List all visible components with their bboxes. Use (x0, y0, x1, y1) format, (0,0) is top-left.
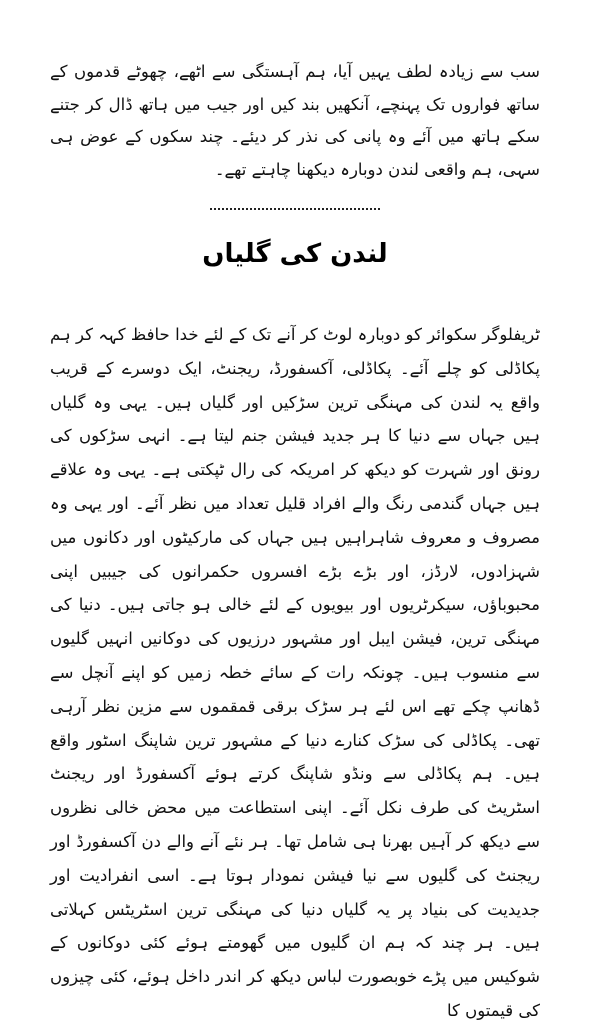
section-title: لندن کی گلیاں (202, 239, 388, 269)
intro-paragraph: سب سے زیادہ لطف یہیں آیا، ہم آہستگی سے اٹھے، چھوٹے قدموں کے ساتھ فواروں تک پہنچے، آنکھیں بند کیں اور جیب میں ہاتھ ڈال کر جتنے سکے ہاتھ میں آئے وہ پانی کی نذر کر دیئے۔ چند سکوں کے عوض ہی سہی، ہم واقعی لندن دوبارہ دیکھنا چاہتے تھے۔ (50, 62, 540, 179)
body-paragraph: ٹریفلوگر سکوائر کو دوبارہ لوٹ کر آنے تک کے لئے خدا حافظ کہہ کر ہم پکاڈلی کو چلے آئے۔ پکاڈلی، آکسفورڈ، ریجنٹ، ایک دوسرے کے قریب واقع یہ لندن کی مہنگی ترین سڑکیں اور گلیاں ہیں۔ یہی وہ گلیاں ہیں جہاں سے دنیا کا ہر جدید فیشن جنم لیتا ہے۔ انہی سڑکوں کی رونق اور شہرت کو دیکھ کر امریکہ کی رال ٹپکتی ہے۔ یہی وہ علاقے ہیں جہاں گندمی رنگ والے افراد قلیل تعداد میں نظر آئے۔ اور یہی وہ مصروف و معروف شاہراہیں ہیں جہاں کی مارکیٹوں اور دکانوں میں شہزادوں، لارڈز، اور بڑے بڑے افسروں حکمرانوں کی جیبیں اپنی محبوباؤں، سیکرٹریوں اور بیویوں کے لئے خالی ہو جاتی ہیں۔ دنیا کی مہنگی ترین، فیشن ایبل اور مشہور درزیوں کی دوکانیں انہیں گلیوں سے منسوب ہیں۔ چونکہ رات کے سائے خطہ زمیں کو اپنے آنچل سے ڈھانپ چکے تھے اس لئے ہر سڑک برقی قمقموں سے مزین نظر آرہی تھی۔ پکاڈلی کی سڑک کنارے دنیا کے مشہور ترین شاپنگ اسٹور واقع ہیں۔ ہم پکاڈلی سے ونڈو شاپنگ کرتے ہوئے آکسفورڈ اور ریجنٹ اسٹریٹ کی طرف نکل آئے۔ اپنی استطاعت میں محض خالی نظروں سے دیکھ کر آہیں بھرنا ہی شامل تھا۔ ہر نئے آنے والے دن آکسفورڈ اور ریجنٹ کی گلیوں سے نیا فیشن نمودار ہوتا ہے۔ اسی انفرادیت اور جدیدیت کی بنیاد پر یہ گلیاں دنیا کی مہنگی ترین اسٹریٹس کہلاتی ہیں۔ ہر چند کہ ہم ان گلیوں میں گھومتے ہوئے کئی دوکانوں کے شوکیس میں پڑے خوبصورت لباس دیکھ کر اندر داخل ہوئے، کئی چیزوں کی قیمتوں کا (50, 325, 540, 1020)
section-divider (210, 208, 380, 210)
